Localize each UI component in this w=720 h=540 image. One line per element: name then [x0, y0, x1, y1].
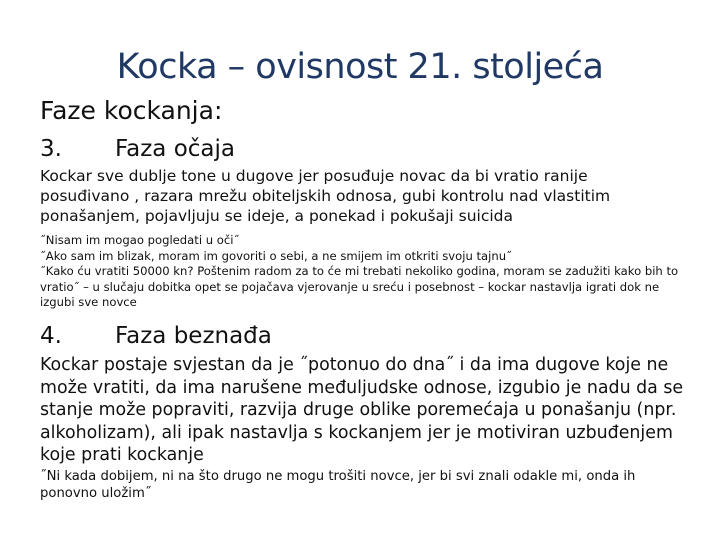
phase-4-quote: ˝Ni kada dobijem, ni na što drugo ne mogu trošiti novce, jer bi svi znali odakle mi, onda ih ponovno uložim˝	[40, 469, 636, 501]
slide-title: Kocka – ovisnost 21. stoljeća	[116, 47, 604, 87]
phase-3-number: 3.	[40, 136, 62, 162]
phase-3-quotes	[40, 233, 680, 311]
phase-3-heading	[40, 135, 235, 163]
phase-3-description: Kockar sve dublje tone u dugove jer posuđuje novac da bi vratio ranije posuđivano , razara mrežu obiteljskih odnosa, gubi kontrolu nad vlastitim ponašanjem, pojavljuju se ideje, a ponekad i pokušaji suicida	[40, 167, 611, 225]
phase-4-name: Faza beznađa	[115, 323, 272, 349]
slide-subtitle: Faze kockanja:	[40, 96, 223, 125]
phase-4-heading	[40, 322, 272, 350]
phase-4-description: Kockar postaje svjestan da je ˝potonuo do dna˝ i da ima dugove koje ne može vratiti, da ima narušene međuljudske odnose, izgubio je nadu da se stanje može popraviti, razvija druge oblike poremećaja u ponašanju (npr. alkoholizam), ali ipak nastavlja s kockanjem jer je motiviran uzbuđenjem koje prati kockanje	[40, 355, 684, 465]
phase-3-name: Faza očaja	[115, 136, 235, 162]
phase-3-quote-2: ˝Ako sam im blizak, moram im govoriti o sebi, a ne smijem im otkriti svoju tajnu˝	[40, 248, 512, 263]
phase-4-number: 4.	[40, 323, 62, 349]
phase-3-quote-3: ˝Kako ću vratiti 50000 kn? Poštenim radom za to će mi trebati nekoliko godina, moram se zadužiti kako bih to vratio˝ – u slučaju dobitka opet se pojačava vjerovanje u sreću i posebnost – kockar nastavlja igrati dok ne izgubi sve novce	[40, 264, 679, 310]
phase-3-quote-1: ˝Nisam im mogao pogledati u oči˝	[40, 233, 240, 247]
